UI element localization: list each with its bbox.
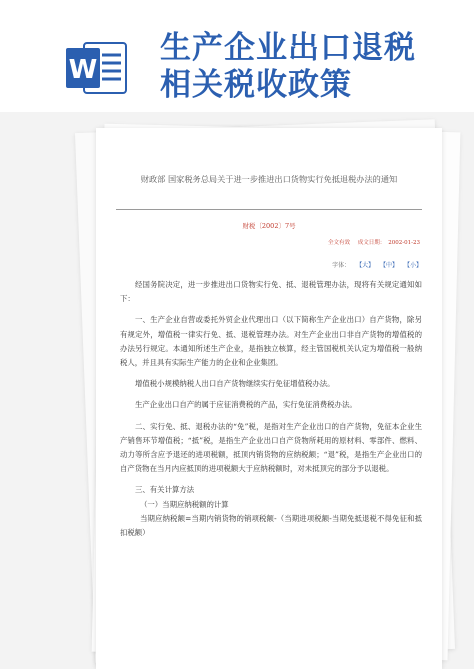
document-meta [322, 238, 420, 246]
paragraph-section-1: 一、生产企业自营或委托外贸企业代理出口（以下简称生产企业出口）自产货物，除另有规定外，增值税一律实行免、抵、退税管理办法。对生产企业出口非自产货物的增值税的办法另行规定。本通知所述生产企业，是指独立核算，经主管国税机关认定为增值税一般纳税人，并且具有实际生产能力的企业和企业集团。 [120, 315, 422, 368]
font-size-label: 字体： [332, 262, 351, 269]
banner-title-line-2: 相关税收政策 [160, 67, 352, 103]
paragraph-section-3-heading: 三、有关计算方法 [135, 485, 195, 495]
document-title: 财政部 国家税务总局关于进一步推进出口货物实行免抵退税办法的通知 [140, 174, 398, 184]
validity-status: 全文有效 [328, 240, 351, 246]
document-page [96, 128, 442, 669]
document-number: 财税〔2002〕7号 [242, 222, 296, 230]
font-size-small-link[interactable]: 【小】 [403, 262, 422, 269]
document-body [120, 278, 422, 540]
font-size-medium-link[interactable]: 【中】 [380, 262, 399, 269]
paragraph-section-2: 二、实行免、抵、退税办法的“免”税，是指对生产企业出口的自产货物，免征本企业生产销售环节增值税；“抵”税，是指生产企业出口自产货物所耗用的原材料、零部件、燃料、动力等所含应予退还的进项税额，抵顶内销货物的应纳税额；“退”税，是指生产企业出口的自产货物在当月内应抵顶的进项税额大于应纳税额时，对未抵顶完的部分予以退税。 [120, 421, 422, 474]
font-size-selector [332, 260, 422, 269]
paragraph-subsection-1-heading: （一）当期应纳税额的计算 [140, 499, 229, 509]
header-banner [0, 0, 474, 112]
banner-title-line-1: 生产企业出口退税 [160, 30, 416, 66]
word-document-icon [66, 40, 128, 96]
issue-date: 2002-01-23 [388, 240, 420, 246]
font-size-large-link[interactable]: 【大】 [356, 262, 375, 269]
word-logo-letter: W [68, 55, 98, 85]
date-label: 成文日期： [357, 240, 386, 246]
paragraph-formula: 当期应纳税额=当期内销货物的销项税额-（当期进项税额-当期免抵退税不得免征和抵扣税额） [120, 513, 422, 538]
title-divider [116, 209, 422, 210]
paragraph-consumption-tax: 生产企业出口自产的属于应征消费税的产品，实行免征消费税办法。 [135, 400, 357, 410]
paragraph-intro: 经国务院决定，进一步推进出口货物实行免、抵、退税管理办法，现将有关规定通知如下： [120, 280, 422, 304]
paragraph-small-taxpayer: 增值税小规模纳税人出口自产货物继续实行免征增值税办法。 [135, 379, 335, 389]
banner-title [160, 30, 460, 104]
